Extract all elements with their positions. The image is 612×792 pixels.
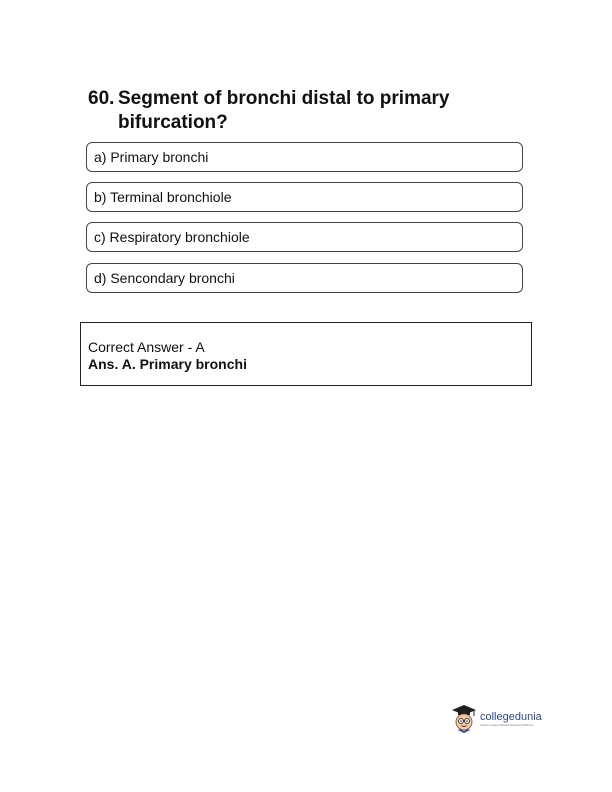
option-b[interactable]: b) Terminal bronchiole [86,182,523,212]
graduate-mascot-icon [451,704,477,734]
collegedunia-logo [451,702,551,736]
answer-explanation: Ans. A. Primary bronchi [88,356,247,372]
question-heading [88,87,528,135]
answer-box [80,322,532,386]
logo-text [480,711,542,727]
question-text: Segment of bronchi distal to primary bifurcation? [118,88,450,133]
brand-name: collegedunia [480,711,542,723]
option-d[interactable]: d) Sencondary bronchi [86,263,523,293]
option-a[interactable]: a) Primary bronchi [86,142,523,172]
option-c[interactable]: c) Respiratory bronchiole [86,222,523,252]
brand-tagline: India's Largest Student Review Platform [480,723,534,727]
correct-answer-line: Correct Answer - A [88,339,205,355]
question-number: 60. [88,88,115,109]
